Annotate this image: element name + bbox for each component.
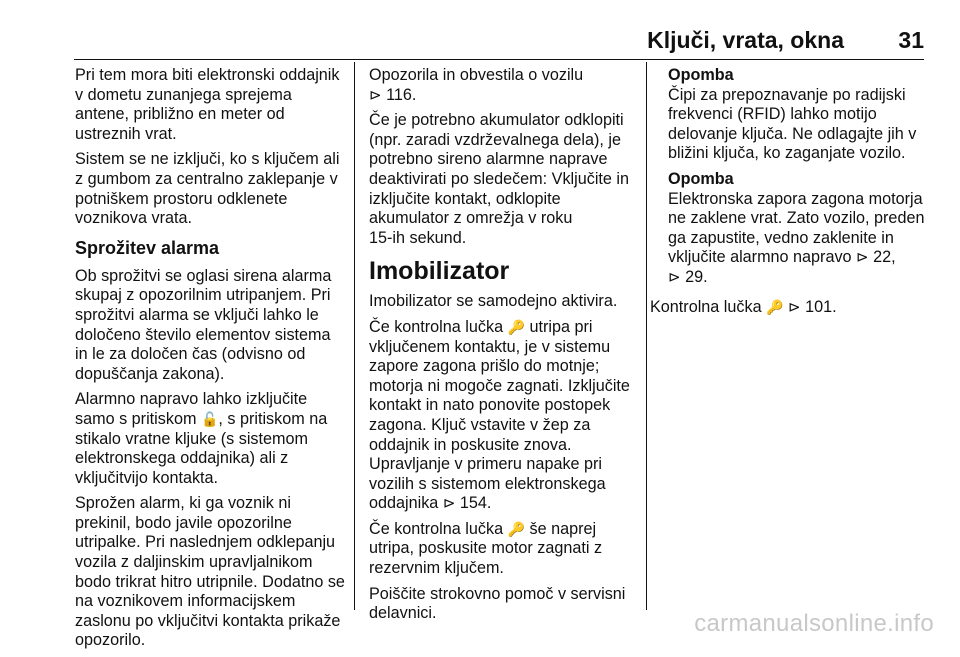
immobilizer-warning-icon: 🔑 xyxy=(507,520,526,537)
column-2 xyxy=(369,66,641,630)
paragraph: Poiščite strokovno pomoč v servisni delavnici. xyxy=(369,584,626,623)
section-heading: Sprožitev alarma xyxy=(75,237,220,258)
column-divider-1 xyxy=(354,62,355,610)
note-label: Opomba xyxy=(668,169,734,188)
header-divider xyxy=(74,59,924,60)
paragraph: Ob sprožitvi se oglasi sirena alarma skupaj z opozorilnim utripanjem. Pri sprožitvi alarma se vključi lahko le določeno število elementov sistema in le za določen čas (odvisno od dopuščanja zakona). xyxy=(75,266,332,383)
paragraph: Kontrolna lučka 🔑 ⊳ 101. xyxy=(650,297,837,316)
immobilizer-warning-icon: 🔑 xyxy=(507,318,526,335)
page-reference-icon: ⊳ xyxy=(788,298,801,316)
paragraph: Če kontrolna lučka 🔑 utripa pri vključenem kontaktu, je v sistemu zapore zagona prišlo do motnje; motorja ni mogoče zagnati. Izključite kontakt in nato ponovite postopek zagona. Ključ vstavite v žep za oddajnik in poskusite znova. Upravljanje v primeru napake pri vozilih s sistemom elektronskega oddajnika ⊳ 154. xyxy=(369,317,630,513)
immobilizer-warning-icon: 🔑 xyxy=(766,298,784,315)
unlock-icon: 🔓 xyxy=(200,410,219,427)
paragraph: Opozorila in obvestila o vozilu ⊳ 116. xyxy=(369,66,584,104)
page-reference-icon: ⊳ xyxy=(442,495,456,513)
paragraph: Alarmno napravo lahko izključite samo s pritiskom 🔓, s pritiskom na stikalo vratne kljuke (s sistemom elektronskega oddajnika) ali z vključitvijo kontakta. xyxy=(75,390,328,487)
column-1 xyxy=(75,66,347,657)
watermark: carmanualsonline.info xyxy=(694,610,934,637)
page-number: 31 xyxy=(898,27,924,53)
note-label: Opomba xyxy=(668,66,734,84)
paragraph: Sprožen alarm, ki ga voznik ni prekinil, bodo javile opozorilne utripalke. Pri naslednjem odklepanju vozila z daljinskim upravljalnikom bodo trikrat hitro utripnile. Dodatno se na voznikovem informacijskem zaslonu po vključitvi kontakta prikaže opozorilo. xyxy=(75,494,345,650)
paragraph: Pri tem mora biti elektronski oddajnik v dometu zunanjega sprejema antene, približno en meter od ustreznih vrat. xyxy=(75,66,340,143)
section-heading: Imobilizator xyxy=(369,257,510,286)
paragraph: Sistem se ne izključi, ko s ključem ali z gumbom za centralno zaklepanje v potniškem prostoru odklenete voznikova vrata. xyxy=(75,150,340,228)
note: Opomba Elektronska zapora zagona motorja ne zaklene vrat. Zato vozilo, preden ga zapustite, vedno zaklenite in vključite alarmno napravo ⊳ 22, ⊳ 29. xyxy=(668,170,930,288)
paragraph: Imobilizator se samodejno aktivira. xyxy=(369,292,618,311)
page-header xyxy=(0,0,960,60)
column-divider-2 xyxy=(646,62,647,610)
note: Opomba Čipi za prepoznavanje po radijski frekvenci (RFID) lahko motijo delovanje ključa. Ne odlagajte jih v bližini ključa, ko zaganjate vozilo. xyxy=(668,66,930,164)
paragraph: Če je potrebno akumulator odklopiti (npr. zaradi vzdrževalnega dela), je potrebno sireno alarmne naprave deaktivirati po sledečem: Vključite in izključite kontakt, odklopite akumulator z omrežja v roku 15-ih sekund. xyxy=(369,111,630,247)
page-reference-icon: ⊳ xyxy=(369,86,382,104)
column-3 xyxy=(650,66,930,323)
page-title: Ključi, vrata, okna xyxy=(647,27,844,53)
paragraph: Če kontrolna lučka 🔑 še naprej utripa, poskusite motor zagnati z rezervnim ključem. xyxy=(369,519,603,578)
page-reference-icon: ⊳ xyxy=(668,268,681,286)
page-reference-icon: ⊳ xyxy=(856,249,869,267)
